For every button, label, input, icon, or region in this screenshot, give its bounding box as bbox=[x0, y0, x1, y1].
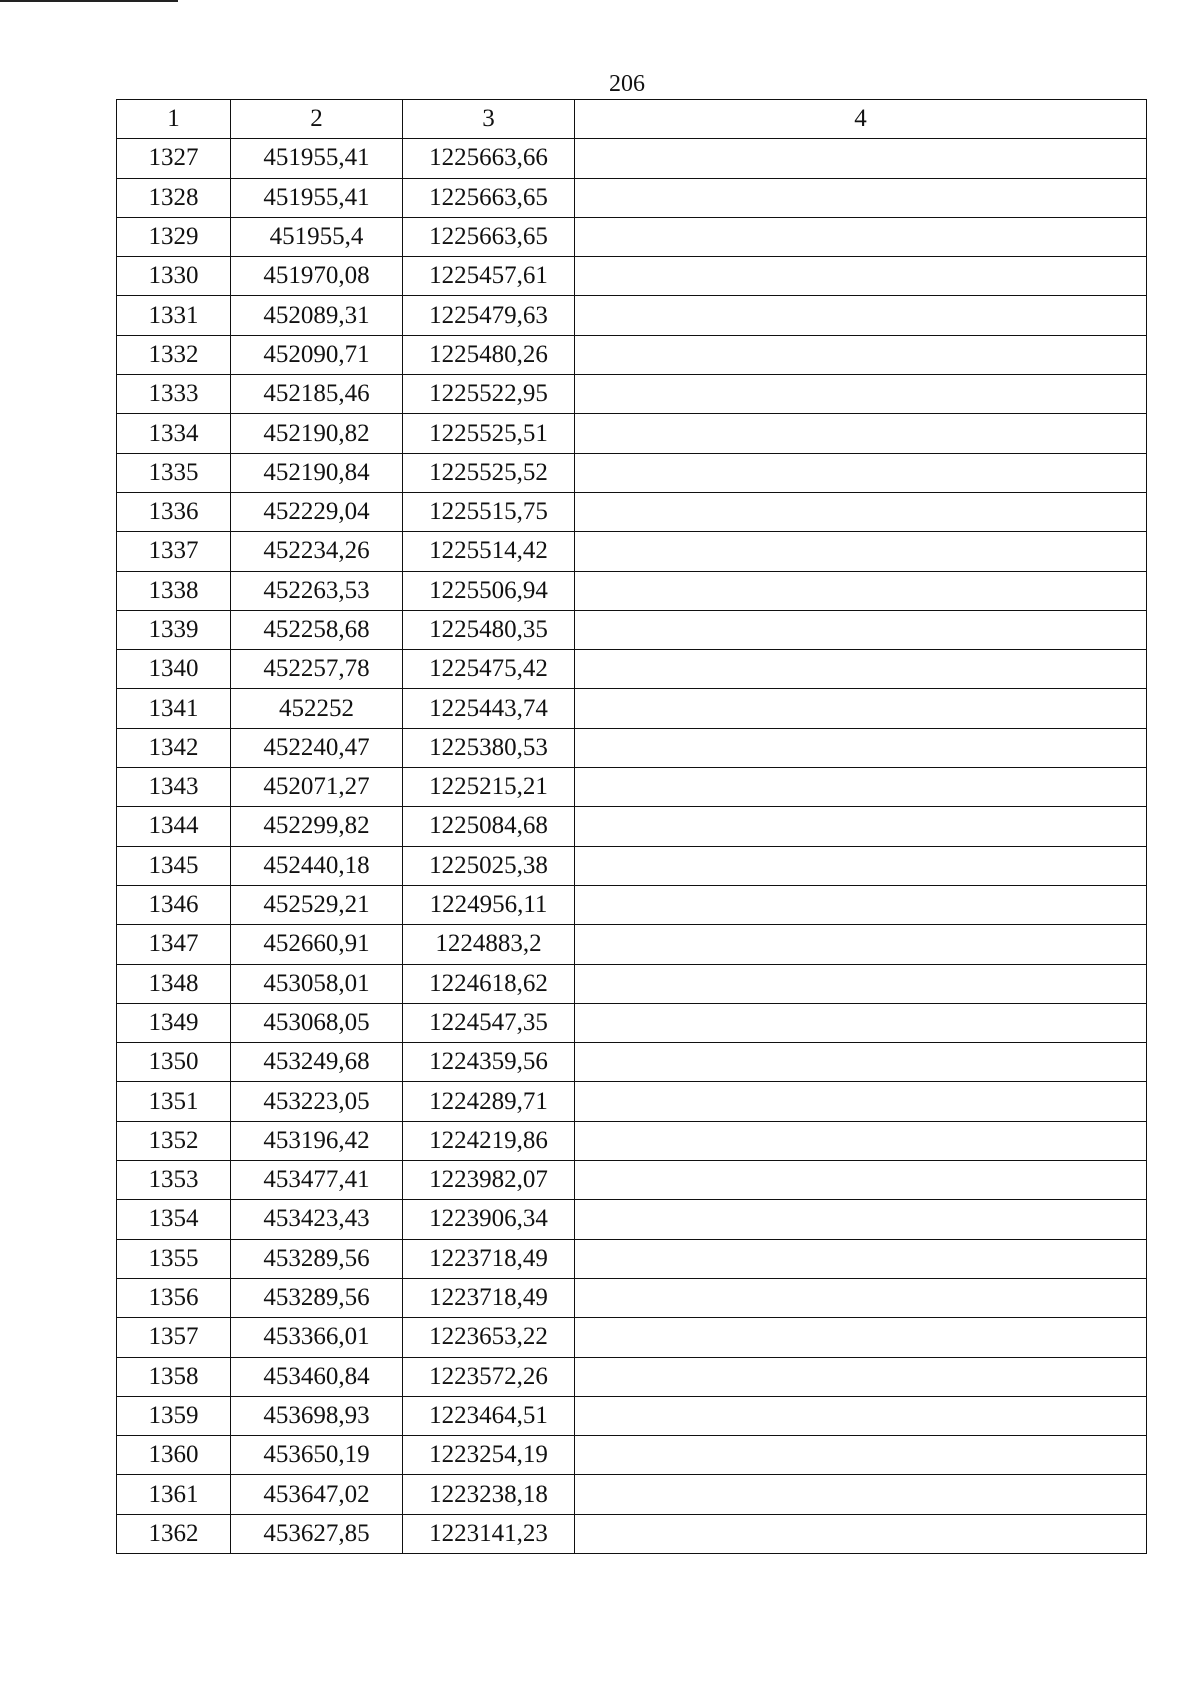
y-coordinate-cell: 1225663,66 bbox=[403, 139, 575, 178]
y-coordinate-cell: 1224956,11 bbox=[403, 885, 575, 924]
y-coordinate-cell: 1223718,49 bbox=[403, 1278, 575, 1317]
table-row bbox=[117, 532, 1147, 571]
note-cell bbox=[575, 1436, 1147, 1475]
note-cell bbox=[575, 1278, 1147, 1317]
note-cell bbox=[575, 1357, 1147, 1396]
note-cell bbox=[575, 689, 1147, 728]
note-cell bbox=[575, 178, 1147, 217]
point-number-cell: 1356 bbox=[117, 1278, 231, 1317]
y-coordinate-cell: 1224883,2 bbox=[403, 925, 575, 964]
table-row bbox=[117, 1003, 1147, 1042]
y-coordinate-cell: 1225663,65 bbox=[403, 217, 575, 256]
point-number-cell: 1342 bbox=[117, 728, 231, 767]
x-coordinate-cell: 453477,41 bbox=[231, 1161, 403, 1200]
point-number-cell: 1351 bbox=[117, 1082, 231, 1121]
y-coordinate-cell: 1225025,38 bbox=[403, 846, 575, 885]
table-row bbox=[117, 768, 1147, 807]
point-number-cell: 1347 bbox=[117, 925, 231, 964]
note-cell bbox=[575, 335, 1147, 374]
note-cell bbox=[575, 964, 1147, 1003]
y-coordinate-cell: 1225525,51 bbox=[403, 414, 575, 453]
x-coordinate-cell: 452185,46 bbox=[231, 375, 403, 414]
table-row bbox=[117, 1357, 1147, 1396]
table-row bbox=[117, 1043, 1147, 1082]
note-cell bbox=[575, 807, 1147, 846]
table-row bbox=[117, 414, 1147, 453]
x-coordinate-cell: 452258,68 bbox=[231, 610, 403, 649]
table-body bbox=[117, 139, 1147, 1554]
note-cell bbox=[575, 1318, 1147, 1357]
x-coordinate-cell: 453366,01 bbox=[231, 1318, 403, 1357]
point-number-cell: 1340 bbox=[117, 650, 231, 689]
y-coordinate-cell: 1225480,35 bbox=[403, 610, 575, 649]
y-coordinate-cell: 1225506,94 bbox=[403, 571, 575, 610]
x-coordinate-cell: 452190,82 bbox=[231, 414, 403, 453]
column-header-1: 1 bbox=[117, 100, 231, 139]
point-number-cell: 1332 bbox=[117, 335, 231, 374]
y-coordinate-cell: 1223653,22 bbox=[403, 1318, 575, 1357]
y-coordinate-cell: 1224618,62 bbox=[403, 964, 575, 1003]
note-cell bbox=[575, 1200, 1147, 1239]
point-number-cell: 1327 bbox=[117, 139, 231, 178]
y-coordinate-cell: 1224289,71 bbox=[403, 1082, 575, 1121]
table-row bbox=[117, 610, 1147, 649]
note-cell bbox=[575, 414, 1147, 453]
scan-edge-line bbox=[0, 0, 178, 2]
y-coordinate-cell: 1223572,26 bbox=[403, 1357, 575, 1396]
column-header-4: 4 bbox=[575, 100, 1147, 139]
point-number-cell: 1341 bbox=[117, 689, 231, 728]
x-coordinate-cell: 451970,08 bbox=[231, 257, 403, 296]
table-row bbox=[117, 807, 1147, 846]
y-coordinate-cell: 1225084,68 bbox=[403, 807, 575, 846]
note-cell bbox=[575, 139, 1147, 178]
point-number-cell: 1343 bbox=[117, 768, 231, 807]
point-number-cell: 1361 bbox=[117, 1475, 231, 1514]
y-coordinate-cell: 1223254,19 bbox=[403, 1436, 575, 1475]
note-cell bbox=[575, 1082, 1147, 1121]
table-row bbox=[117, 1318, 1147, 1357]
table-row bbox=[117, 296, 1147, 335]
y-coordinate-cell: 1225663,65 bbox=[403, 178, 575, 217]
x-coordinate-cell: 453289,56 bbox=[231, 1239, 403, 1278]
table-row bbox=[117, 650, 1147, 689]
x-coordinate-cell: 453249,68 bbox=[231, 1043, 403, 1082]
table-row bbox=[117, 257, 1147, 296]
x-coordinate-cell: 452234,26 bbox=[231, 532, 403, 571]
x-coordinate-cell: 453068,05 bbox=[231, 1003, 403, 1042]
note-cell bbox=[575, 728, 1147, 767]
point-number-cell: 1333 bbox=[117, 375, 231, 414]
x-coordinate-cell: 452263,53 bbox=[231, 571, 403, 610]
x-coordinate-cell: 452229,04 bbox=[231, 492, 403, 531]
table-row bbox=[117, 925, 1147, 964]
y-coordinate-cell: 1225215,21 bbox=[403, 768, 575, 807]
note-cell bbox=[575, 492, 1147, 531]
x-coordinate-cell: 453196,42 bbox=[231, 1121, 403, 1160]
page-number: 206 bbox=[609, 71, 645, 97]
x-coordinate-cell: 451955,41 bbox=[231, 178, 403, 217]
point-number-cell: 1353 bbox=[117, 1161, 231, 1200]
point-number-cell: 1328 bbox=[117, 178, 231, 217]
table-row bbox=[117, 139, 1147, 178]
point-number-cell: 1350 bbox=[117, 1043, 231, 1082]
y-coordinate-cell: 1225443,74 bbox=[403, 689, 575, 728]
x-coordinate-cell: 452252 bbox=[231, 689, 403, 728]
y-coordinate-cell: 1225514,42 bbox=[403, 532, 575, 571]
x-coordinate-cell: 453423,43 bbox=[231, 1200, 403, 1239]
point-number-cell: 1346 bbox=[117, 885, 231, 924]
point-number-cell: 1329 bbox=[117, 217, 231, 256]
y-coordinate-cell: 1224547,35 bbox=[403, 1003, 575, 1042]
table-row bbox=[117, 1514, 1147, 1553]
point-number-cell: 1339 bbox=[117, 610, 231, 649]
point-number-cell: 1337 bbox=[117, 532, 231, 571]
point-number-cell: 1349 bbox=[117, 1003, 231, 1042]
y-coordinate-cell: 1225457,61 bbox=[403, 257, 575, 296]
x-coordinate-cell: 452440,18 bbox=[231, 846, 403, 885]
y-coordinate-cell: 1225479,63 bbox=[403, 296, 575, 335]
x-coordinate-cell: 453058,01 bbox=[231, 964, 403, 1003]
x-coordinate-cell: 452660,91 bbox=[231, 925, 403, 964]
note-cell bbox=[575, 846, 1147, 885]
table-row bbox=[117, 1278, 1147, 1317]
note-cell bbox=[575, 1475, 1147, 1514]
y-coordinate-cell: 1225380,53 bbox=[403, 728, 575, 767]
point-number-cell: 1334 bbox=[117, 414, 231, 453]
table-header-row bbox=[117, 100, 1147, 139]
point-number-cell: 1362 bbox=[117, 1514, 231, 1553]
x-coordinate-cell: 452257,78 bbox=[231, 650, 403, 689]
table-row bbox=[117, 846, 1147, 885]
point-number-cell: 1360 bbox=[117, 1436, 231, 1475]
note-cell bbox=[575, 1239, 1147, 1278]
x-coordinate-cell: 453460,84 bbox=[231, 1357, 403, 1396]
y-coordinate-cell: 1223718,49 bbox=[403, 1239, 575, 1278]
note-cell bbox=[575, 1003, 1147, 1042]
note-cell bbox=[575, 1396, 1147, 1435]
table-row bbox=[117, 1161, 1147, 1200]
y-coordinate-cell: 1223982,07 bbox=[403, 1161, 575, 1200]
point-number-cell: 1359 bbox=[117, 1396, 231, 1435]
note-cell bbox=[575, 1043, 1147, 1082]
note-cell bbox=[575, 885, 1147, 924]
x-coordinate-cell: 452071,27 bbox=[231, 768, 403, 807]
table-row bbox=[117, 217, 1147, 256]
x-coordinate-cell: 453698,93 bbox=[231, 1396, 403, 1435]
note-cell bbox=[575, 453, 1147, 492]
note-cell bbox=[575, 217, 1147, 256]
y-coordinate-cell: 1223141,23 bbox=[403, 1514, 575, 1553]
table-row bbox=[117, 885, 1147, 924]
coordinates-table bbox=[116, 99, 1147, 1554]
y-coordinate-cell: 1223906,34 bbox=[403, 1200, 575, 1239]
table-row bbox=[117, 1396, 1147, 1435]
point-number-cell: 1345 bbox=[117, 846, 231, 885]
note-cell bbox=[575, 571, 1147, 610]
point-number-cell: 1355 bbox=[117, 1239, 231, 1278]
note-cell bbox=[575, 650, 1147, 689]
note-cell bbox=[575, 1161, 1147, 1200]
note-cell bbox=[575, 768, 1147, 807]
y-coordinate-cell: 1225525,52 bbox=[403, 453, 575, 492]
x-coordinate-cell: 452529,21 bbox=[231, 885, 403, 924]
x-coordinate-cell: 451955,41 bbox=[231, 139, 403, 178]
point-number-cell: 1338 bbox=[117, 571, 231, 610]
x-coordinate-cell: 453647,02 bbox=[231, 1475, 403, 1514]
point-number-cell: 1357 bbox=[117, 1318, 231, 1357]
column-header-2: 2 bbox=[231, 100, 403, 139]
x-coordinate-cell: 453627,85 bbox=[231, 1514, 403, 1553]
x-coordinate-cell: 452090,71 bbox=[231, 335, 403, 374]
point-number-cell: 1331 bbox=[117, 296, 231, 335]
note-cell bbox=[575, 375, 1147, 414]
note-cell bbox=[575, 925, 1147, 964]
table-row bbox=[117, 1200, 1147, 1239]
table-row bbox=[117, 1121, 1147, 1160]
x-coordinate-cell: 452299,82 bbox=[231, 807, 403, 846]
table-row bbox=[117, 375, 1147, 414]
table-row bbox=[117, 178, 1147, 217]
note-cell bbox=[575, 1514, 1147, 1553]
table-row bbox=[117, 1082, 1147, 1121]
table-row bbox=[117, 453, 1147, 492]
table-row bbox=[117, 728, 1147, 767]
point-number-cell: 1352 bbox=[117, 1121, 231, 1160]
note-cell bbox=[575, 296, 1147, 335]
x-coordinate-cell: 453650,19 bbox=[231, 1436, 403, 1475]
x-coordinate-cell: 452089,31 bbox=[231, 296, 403, 335]
y-coordinate-cell: 1224219,86 bbox=[403, 1121, 575, 1160]
y-coordinate-cell: 1225480,26 bbox=[403, 335, 575, 374]
note-cell bbox=[575, 1121, 1147, 1160]
table-row bbox=[117, 1475, 1147, 1514]
y-coordinate-cell: 1225475,42 bbox=[403, 650, 575, 689]
table-row bbox=[117, 964, 1147, 1003]
table-row bbox=[117, 1436, 1147, 1475]
table-row bbox=[117, 335, 1147, 374]
point-number-cell: 1344 bbox=[117, 807, 231, 846]
x-coordinate-cell: 452190,84 bbox=[231, 453, 403, 492]
point-number-cell: 1358 bbox=[117, 1357, 231, 1396]
y-coordinate-cell: 1225515,75 bbox=[403, 492, 575, 531]
y-coordinate-cell: 1223238,18 bbox=[403, 1475, 575, 1514]
x-coordinate-cell: 452240,47 bbox=[231, 728, 403, 767]
x-coordinate-cell: 453223,05 bbox=[231, 1082, 403, 1121]
column-header-3: 3 bbox=[403, 100, 575, 139]
note-cell bbox=[575, 532, 1147, 571]
point-number-cell: 1335 bbox=[117, 453, 231, 492]
table-row bbox=[117, 492, 1147, 531]
point-number-cell: 1354 bbox=[117, 1200, 231, 1239]
x-coordinate-cell: 453289,56 bbox=[231, 1278, 403, 1317]
y-coordinate-cell: 1223464,51 bbox=[403, 1396, 575, 1435]
point-number-cell: 1348 bbox=[117, 964, 231, 1003]
point-number-cell: 1336 bbox=[117, 492, 231, 531]
note-cell bbox=[575, 610, 1147, 649]
table-row bbox=[117, 1239, 1147, 1278]
y-coordinate-cell: 1224359,56 bbox=[403, 1043, 575, 1082]
table-row bbox=[117, 571, 1147, 610]
y-coordinate-cell: 1225522,95 bbox=[403, 375, 575, 414]
x-coordinate-cell: 451955,4 bbox=[231, 217, 403, 256]
table-row bbox=[117, 689, 1147, 728]
point-number-cell: 1330 bbox=[117, 257, 231, 296]
note-cell bbox=[575, 257, 1147, 296]
